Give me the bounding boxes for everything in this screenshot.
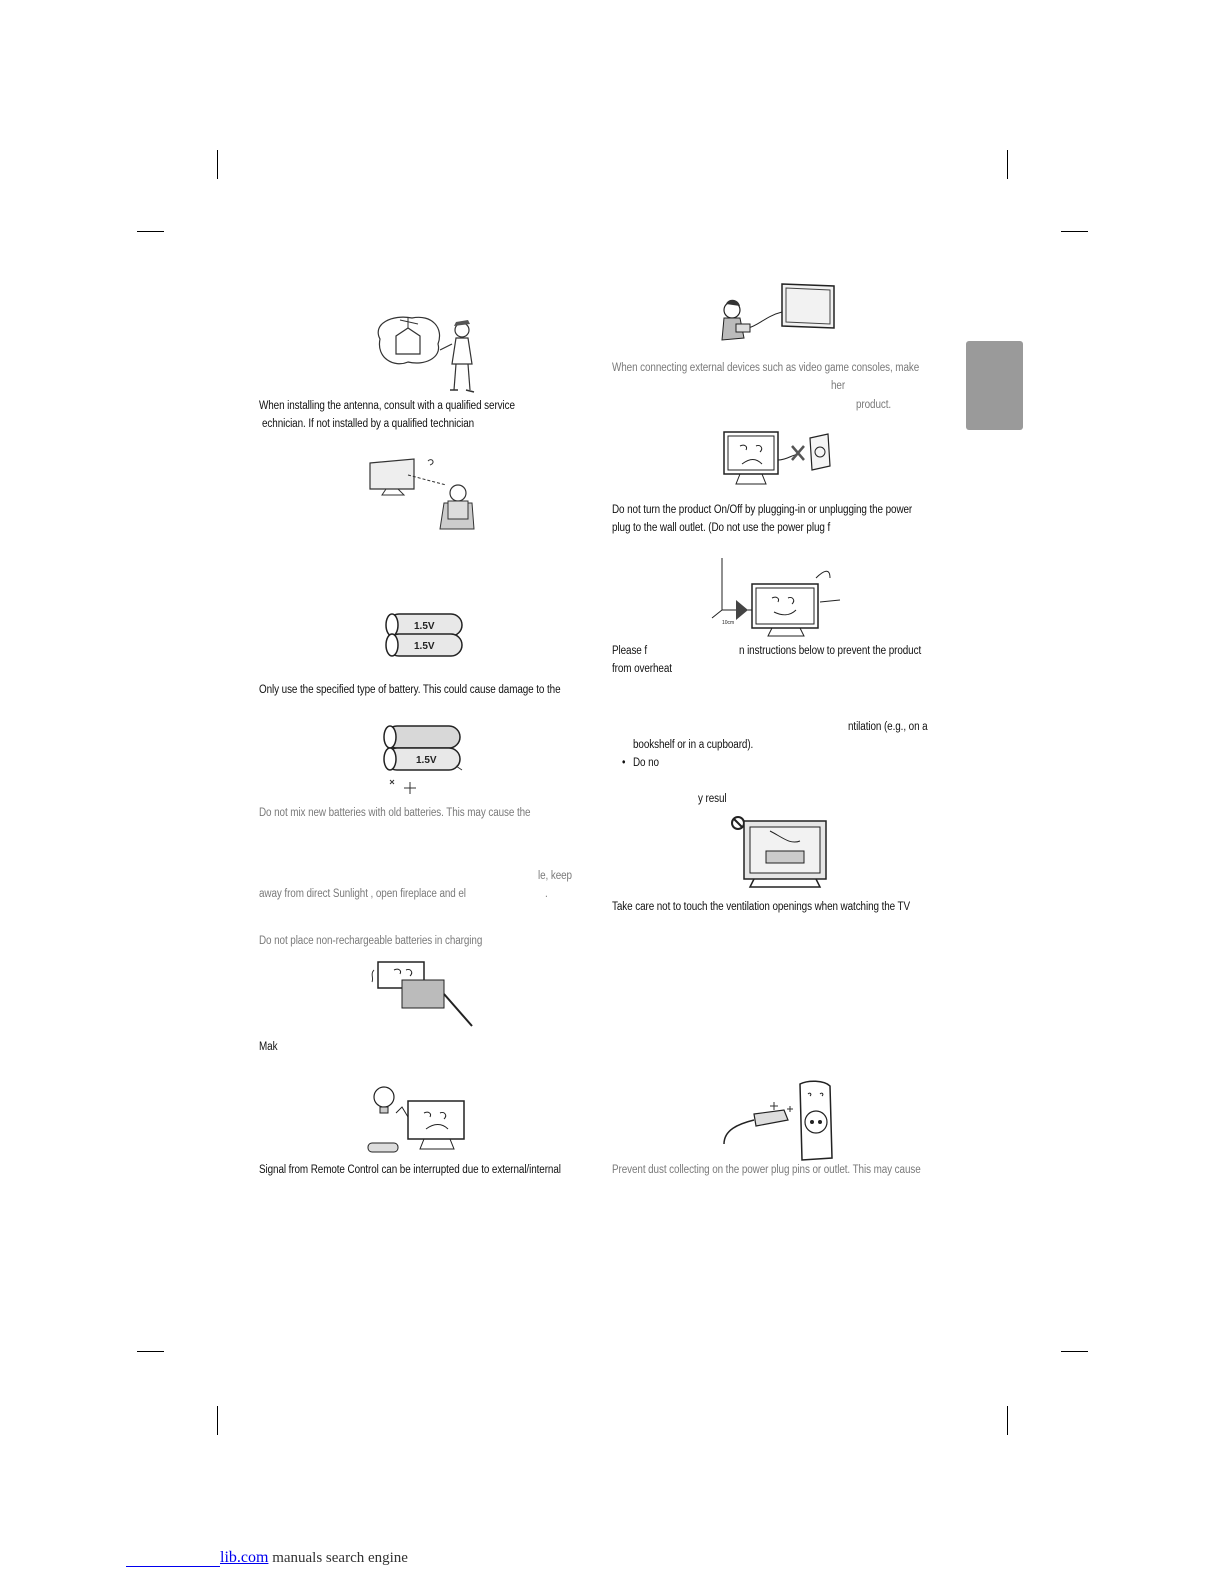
crop-mark (1061, 231, 1088, 232)
result-text: y resul (698, 793, 727, 805)
tv-unplug-illustration (722, 430, 836, 486)
battery-label: 1.5V (414, 641, 435, 652)
battery-heat-text-c: . (545, 888, 548, 900)
footer (126, 1549, 408, 1567)
ventilation-text-a: ntilation (e.g., on a (848, 721, 928, 733)
footer-link-underline (126, 1565, 220, 1567)
antenna-text-line-2: echnician. If not installed by a qualified technician (262, 418, 475, 430)
battery-label: 1.5V (414, 621, 435, 632)
child-game-console-illustration (718, 282, 838, 348)
footer-link[interactable]: lib.com (220, 1549, 269, 1566)
overheat-text-a: Please f (612, 645, 648, 657)
battery-type-text: Only use the specified type of battery. This could cause damage to the (259, 684, 561, 696)
ventilation-text-b: bookshelf or in a cupboard). (633, 739, 754, 751)
remote-signal-text: Signal from Remote Control can be interrupted due to external/internal (259, 1164, 561, 1176)
tv-lamp-remote-illustration (368, 1083, 482, 1159)
no-touch-ventilation-illustration (730, 815, 830, 893)
battery-charging-text: Do not place non-rechargeable batteries in charging (259, 935, 483, 947)
mixed-batteries-illustration (380, 722, 472, 796)
external-devices-text-line-3: product. (856, 399, 892, 411)
dust-text: Prevent dust collecting on the power plug pins or outlet. This may cause (612, 1164, 921, 1176)
crop-mark (1007, 150, 1008, 179)
crop-mark (217, 1406, 218, 1435)
power-plug-text-line-1: Do not turn the product On/Off by plugging-in or unplugging the power (612, 504, 913, 516)
battery-heat-text-b: away from direct Sunlight , open fireplace and el (259, 888, 466, 900)
crop-mark (1007, 1406, 1008, 1435)
battery-heat-text-a: le, keep (538, 870, 572, 882)
batteries-illustration (382, 610, 470, 664)
crop-mark (1061, 1351, 1088, 1352)
overheat-text-b: n instructions below to prevent the product (739, 645, 922, 657)
tv-remote-viewer-illustration (368, 455, 482, 529)
tv-heater-illustration (372, 958, 482, 1030)
battery-mix-text: Do not mix new batteries with old batteries. This may cause the (259, 807, 531, 819)
antenna-technician-illustration (372, 314, 480, 394)
external-devices-text-line-1: When connecting external devices such as video game consoles, make (612, 362, 920, 374)
power-plug-text-line-2: plug to the wall outlet. (Do not use the power plug f (612, 522, 831, 534)
crop-mark (217, 150, 218, 179)
ventilation-touch-text: Take care not to touch the ventilation openings when watching the TV (612, 901, 911, 913)
crop-mark (137, 1351, 164, 1352)
dusty-plug-illustration (724, 1080, 838, 1162)
mak-text: Mak (259, 1041, 278, 1053)
battery-label: 1.5V (416, 755, 437, 766)
bullet-marker: • (622, 757, 626, 769)
tv-wall-distance-illustration (712, 558, 842, 638)
footer-text: manuals search engine (268, 1550, 408, 1566)
bullet-text: Do no (633, 757, 659, 769)
external-devices-text-line-2: her (831, 380, 846, 392)
section-tab (966, 341, 1023, 430)
overheat-text-c: from overheat (612, 663, 672, 675)
crop-mark (137, 231, 164, 232)
antenna-text-line-1: When installing the antenna, consult with a qualified service (259, 400, 515, 412)
wall-distance-label: 10cm (722, 620, 735, 626)
